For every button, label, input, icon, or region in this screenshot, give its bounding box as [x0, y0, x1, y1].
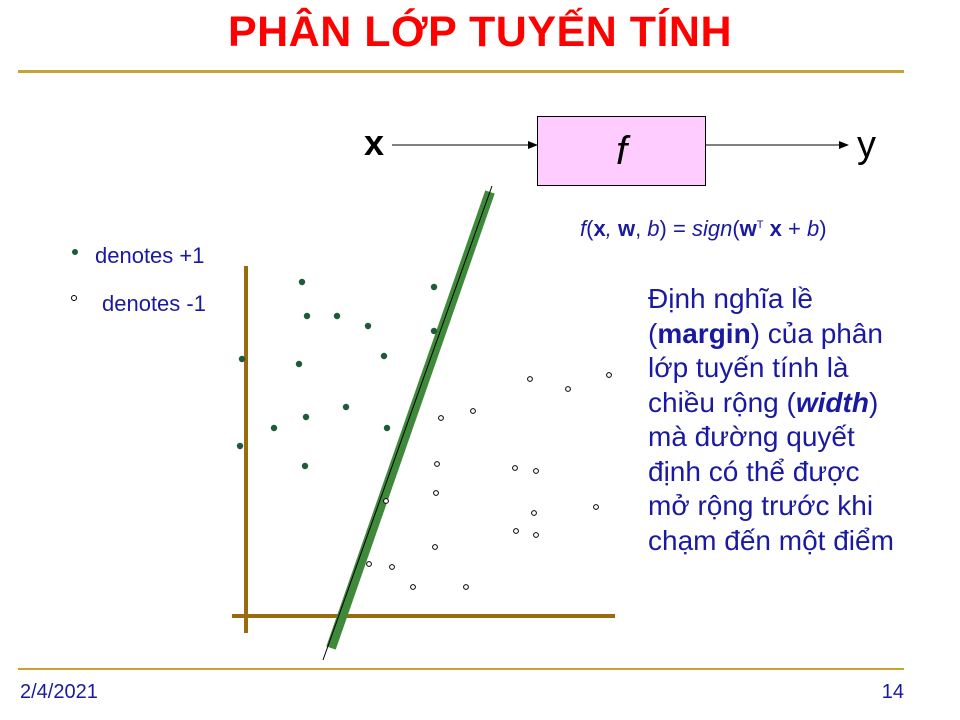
slide-date: 2/4/2021 — [20, 681, 98, 703]
negative-point — [471, 409, 476, 414]
legend-positive-marker — [72, 249, 78, 255]
positive-point — [381, 353, 387, 359]
negative-point — [513, 466, 518, 471]
negative-point — [439, 416, 444, 421]
positive-point — [384, 425, 390, 431]
negative-point — [532, 511, 537, 516]
negative-point — [594, 505, 599, 510]
negative-point — [528, 377, 533, 382]
negative-point — [390, 565, 395, 570]
positive-point — [237, 443, 243, 449]
legend-negative-label: denotes -1 — [102, 291, 206, 316]
positive-point — [302, 463, 308, 469]
negative-point — [434, 491, 439, 496]
footer-divider — [18, 668, 904, 670]
negative-point — [607, 373, 612, 378]
negative-point — [534, 469, 539, 474]
positive-point — [299, 279, 305, 285]
negative-point — [514, 529, 519, 534]
positive-point — [239, 356, 245, 362]
slide-title: PHÂN LỚP TUYẾN TÍNH — [227, 8, 733, 56]
classifier-formula: f(x, w, $b) = sign(w^T$ x + b) — [580, 216, 827, 241]
legend-positive-label: denotes +1 — [95, 243, 205, 268]
positive-point — [431, 328, 437, 334]
margin-definition: Định nghĩa lề (margin) của phân lớp tuyến tính là chiều rộng (width) mà đường quyết định có thể được mở rộng trước khi chạm đến một điểm — [648, 283, 894, 556]
function-label: f — [615, 128, 628, 173]
function-box — [537, 116, 706, 186]
positive-point — [303, 414, 309, 420]
negative-point — [464, 585, 469, 590]
positive-point — [304, 313, 310, 319]
negative-point — [534, 533, 539, 538]
margin-band — [331, 192, 490, 648]
slide-page-number: 14 — [881, 681, 904, 703]
negative-point — [384, 499, 389, 504]
output-label: y — [857, 124, 876, 166]
positive-point — [296, 361, 302, 367]
positive-point — [271, 425, 277, 431]
positive-point — [343, 404, 349, 410]
positive-point — [431, 284, 437, 290]
positive-point — [365, 323, 371, 329]
positive-point — [334, 313, 340, 319]
negative-point — [411, 585, 416, 590]
negative-point — [566, 387, 571, 392]
negative-point — [435, 462, 440, 467]
legend-negative-marker — [72, 296, 77, 301]
negative-point — [433, 545, 438, 550]
input-label: x — [364, 122, 385, 163]
negative-point — [367, 562, 372, 567]
negative-points — [367, 373, 612, 590]
